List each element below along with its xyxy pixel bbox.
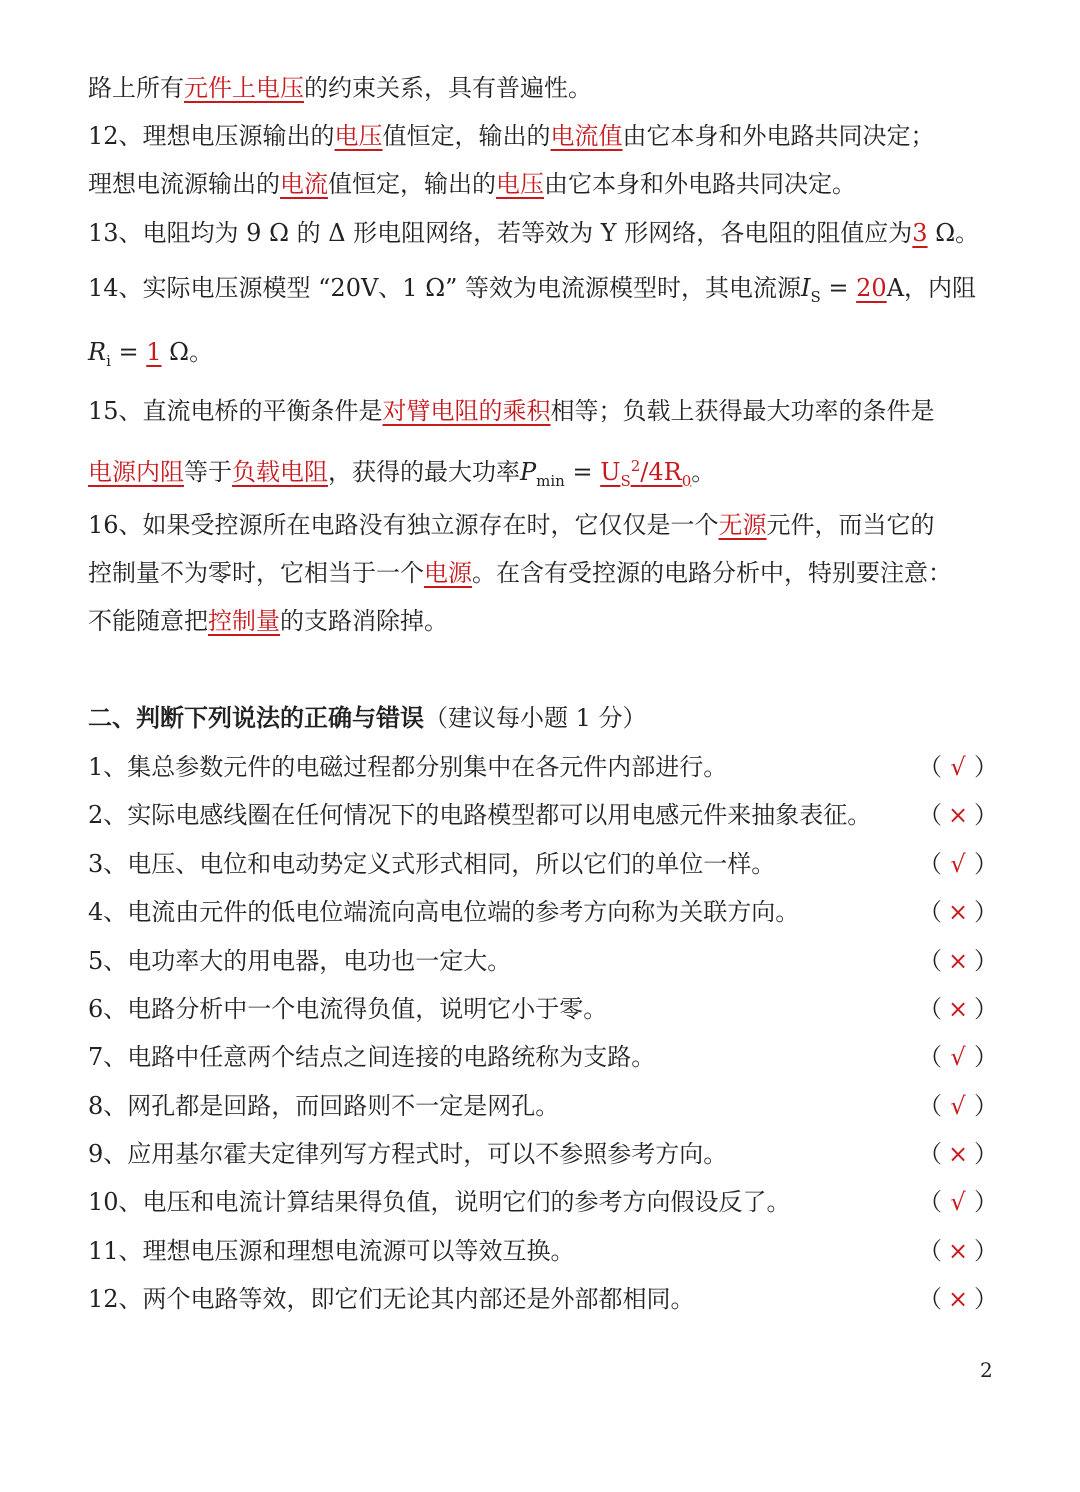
answer-blank: 元件上电压: [184, 74, 304, 102]
judgment-mark: （ √ ）: [918, 1184, 998, 1220]
answer-blank: 电流值: [550, 122, 623, 150]
judgment-mark: （ × ）: [918, 797, 998, 833]
formula-variable: I: [801, 274, 811, 302]
answer-blank: 电压: [334, 122, 383, 150]
judgment-item: 4、电流由元件的低电位端流向高电位端的参考方向称为关联方向。: [88, 898, 800, 926]
judgment-mark: （ √ ）: [918, 1039, 998, 1075]
answer-blank: 电源: [424, 559, 472, 587]
judgment-mark: （ × ）: [918, 1281, 998, 1317]
judgment-item: 3、电压、电位和电动势定义式形式相同，所以它们的单位一样。: [88, 850, 776, 878]
section-heading: 二、判断下列说法的正确与错误（建议每小题 1 分）: [88, 703, 647, 732]
fill-q15-line-1: 15、直流电桥的平衡条件是对臂电阻的乘积相等；负载上获得最大功率的条件是: [88, 397, 935, 425]
answer-blank: 电源内阻: [88, 458, 184, 486]
fill-q16-line-2: 控制量不为零时，它相当于一个电源。在含有受控源的电路分析中，特别要注意：: [88, 559, 952, 587]
fill-q13: 13、电阻均为 9 Ω 的 Δ 形电阻网络，若等效为 Y 形网络，各电阻的阻值应为3 Ω。: [88, 219, 980, 247]
answer-blank: 电压: [496, 170, 544, 198]
judgment-mark: （ √ ）: [918, 749, 998, 785]
judgment-item: 1、集总参数元件的电磁过程都分别集中在各元件内部进行。: [88, 753, 728, 781]
page-number: 2: [980, 1358, 993, 1382]
judgment-mark: （ √ ）: [918, 846, 998, 882]
fill-line-1: 路上所有元件上电压的约束关系，具有普遍性。: [88, 74, 592, 102]
answer-blank: 无源: [718, 511, 767, 539]
judgment-item: 5、电功率大的用电器，电功也一定大。: [88, 947, 512, 975]
formula-variable: P: [520, 458, 537, 486]
fill-q16-line-1: 16、如果受控源所在电路没有独立源存在时，它仅仅是一个无源元件，而当它的: [88, 511, 935, 539]
cross-icon: ×: [947, 1237, 969, 1265]
cross-icon: ×: [947, 1285, 969, 1313]
judgment-mark: （ × ）: [918, 894, 998, 930]
judgment-item: 10、电压和电流计算结果得负值，说明它们的参考方向假设反了。: [88, 1188, 791, 1216]
cross-icon: ×: [947, 995, 969, 1023]
judgment-item: 2、实际电感线圈在任何情况下的电路模型都可以用电感元件来抽象表征。: [88, 801, 872, 829]
cross-icon: ×: [947, 898, 969, 926]
check-icon: √: [950, 850, 966, 878]
formula-variable: R: [88, 338, 107, 366]
check-icon: √: [950, 753, 966, 781]
judgment-item: 12、两个电路等效，即它们无论其内部还是外部都相同。: [88, 1285, 695, 1313]
check-icon: √: [950, 1188, 966, 1216]
fill-q12-line-1: 12、理想电压源输出的电压值恒定，输出的电流值由它本身和外电路共同决定；: [88, 122, 935, 150]
answer-blank: 对臂电阻的乘积: [382, 397, 551, 425]
section-note: （建议每小题 1 分）: [424, 704, 647, 732]
fill-q15-line-2: 电源内阻等于负载电阻，获得的最大功率$P_{min} = U_S^2/4R_0$。: [88, 457, 716, 490]
fill-q14-line-1: 14、实际电压源模型 “20V、1 Ω” 等效为电流源模型时，其电流源$I_S = 20A$，内阻: [88, 274, 977, 306]
judgment-mark: （ × ）: [918, 1136, 998, 1172]
judgment-item: 11、理想电压源和理想电流源可以等效互换。: [88, 1237, 575, 1265]
answer-blank: 负载电阻: [232, 458, 328, 486]
check-icon: √: [950, 1043, 966, 1071]
fill-q16-line-3: 不能随意把控制量的支路消除掉。: [88, 607, 448, 635]
check-icon: √: [950, 1092, 966, 1120]
judgment-item: 9、应用基尔霍夫定律列写方程式时，可以不参照参考方向。: [88, 1140, 728, 1168]
answer-blank: 3: [912, 219, 928, 247]
cross-icon: ×: [947, 801, 969, 829]
judgment-mark: （ × ）: [918, 943, 998, 979]
answer-formula: $U_S^2/4R_0$: [600, 457, 692, 490]
cross-icon: ×: [947, 1140, 969, 1168]
answer-blank: 控制量: [208, 607, 280, 635]
answer-blank: 1: [146, 338, 162, 366]
judgment-mark: （ × ）: [918, 991, 998, 1027]
judgment-item: 8、网孔都是回路，而回路则不一定是网孔。: [88, 1092, 560, 1120]
judgment-mark: （ √ ）: [918, 1088, 998, 1124]
judgment-item: 7、电路中任意两个结点之间连接的电路统称为支路。: [88, 1043, 656, 1071]
answer-blank: 电流: [280, 170, 328, 198]
answer-blank: 20: [856, 274, 887, 302]
judgment-item: 6、电路分析中一个电流得负值，说明它小于零。: [88, 995, 608, 1023]
fill-q12-line-2: 理想电流源输出的电流值恒定，输出的电压由它本身和外电路共同决定。: [88, 170, 856, 198]
cross-icon: ×: [947, 947, 969, 975]
fill-q14-line-2: $R_i = 1$ Ω。: [88, 338, 214, 370]
judgment-mark: （ × ）: [918, 1233, 998, 1269]
